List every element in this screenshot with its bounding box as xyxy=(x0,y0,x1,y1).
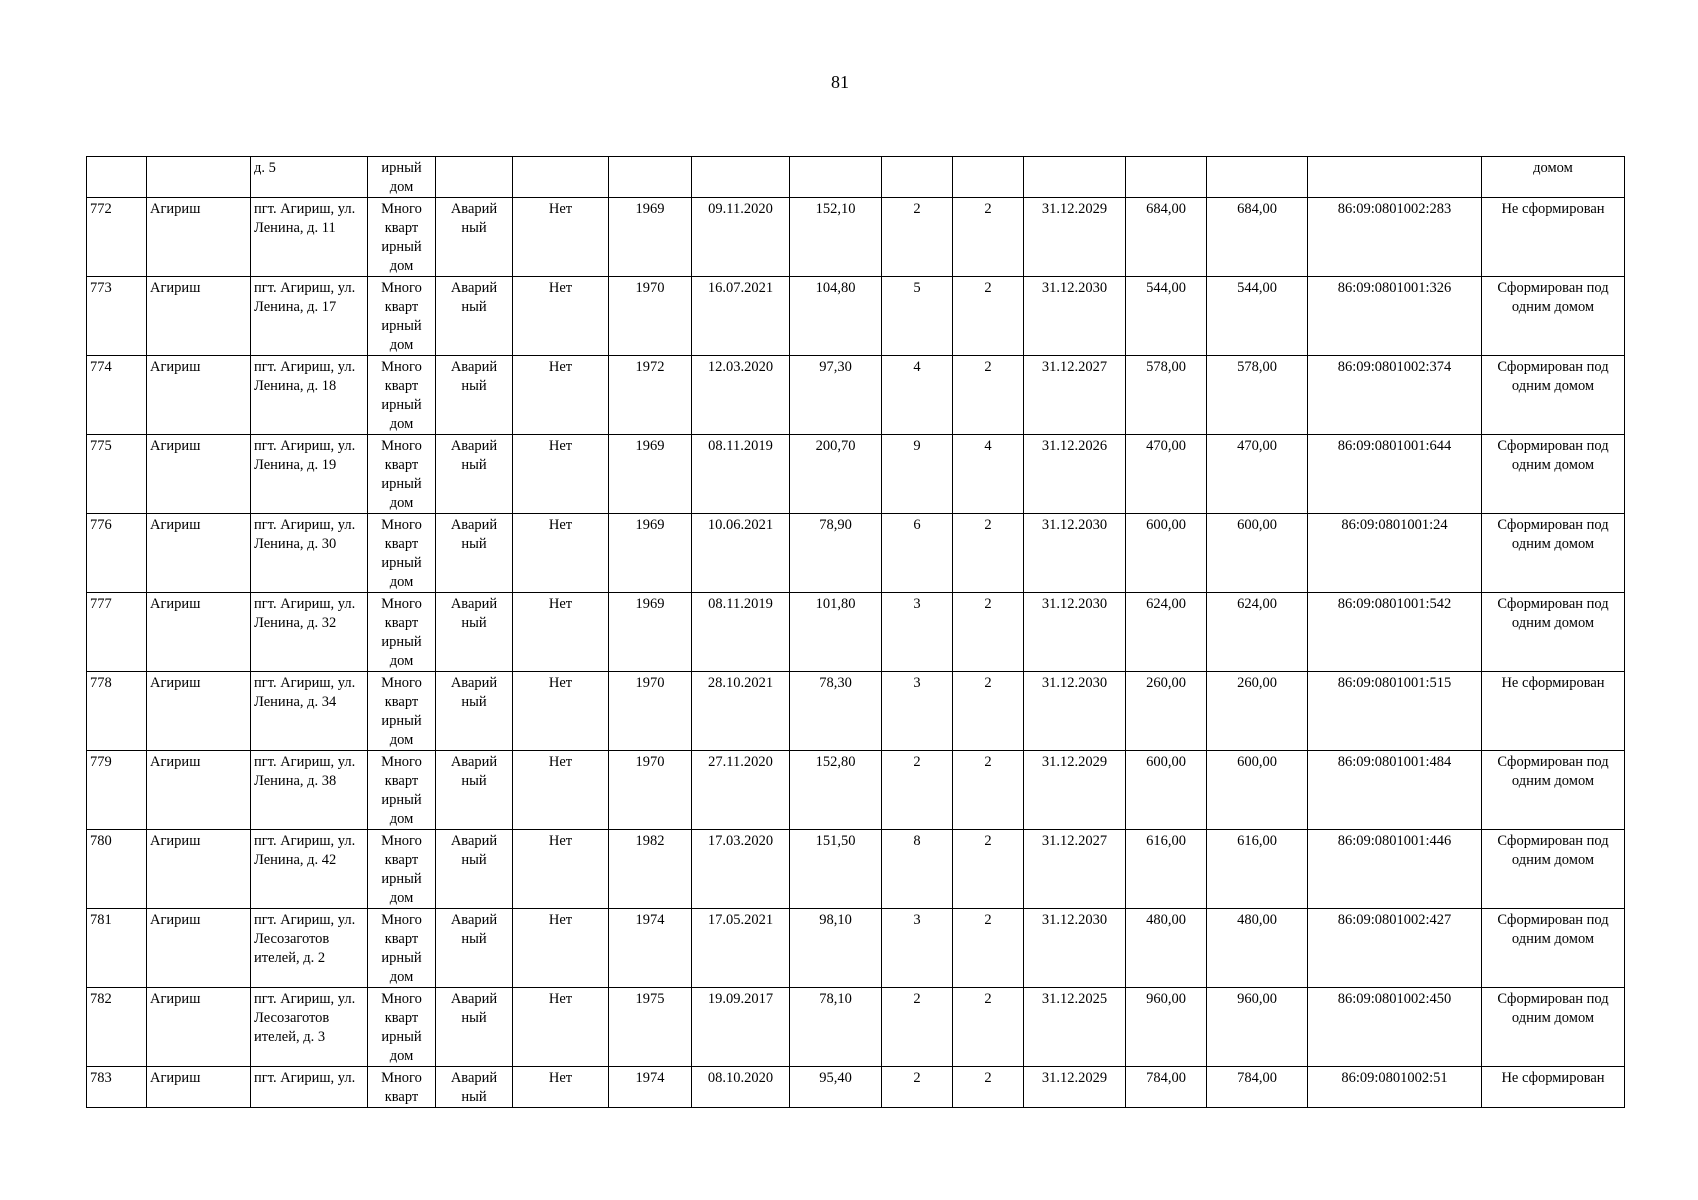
cell-address: пгт. Агириш, ул. xyxy=(251,1067,368,1108)
cell-building-type: Много кварт ирный дом xyxy=(368,830,436,909)
cell-building-type: Много кварт ирный дом xyxy=(368,909,436,988)
cell-count-1: 9 xyxy=(882,435,953,514)
cell-condition: Аварий ный xyxy=(436,909,513,988)
cell-number: 779 xyxy=(87,751,147,830)
cell-building-type: ирный дом xyxy=(368,157,436,198)
cell-cadastral: 86:09:0801002:283 xyxy=(1308,198,1482,277)
cell-condition: Аварий ный xyxy=(436,751,513,830)
cell-value-2: 480,00 xyxy=(1207,909,1308,988)
cell-date: 12.03.2020 xyxy=(692,356,790,435)
cell-area: 101,80 xyxy=(790,593,882,672)
cell-count-2 xyxy=(953,157,1024,198)
cell-land-status: Не сформирован xyxy=(1482,672,1625,751)
cell-count-1: 2 xyxy=(882,751,953,830)
cell-value-2: 624,00 xyxy=(1207,593,1308,672)
table-row xyxy=(87,356,1625,435)
cell-value-1: 684,00 xyxy=(1126,198,1207,277)
cell-deadline: 31.12.2029 xyxy=(1024,1067,1126,1108)
cell-land-status: Не сформирован xyxy=(1482,198,1625,277)
cell-value-1: 624,00 xyxy=(1126,593,1207,672)
cell-deadline: 31.12.2030 xyxy=(1024,909,1126,988)
cell-building-type: Много кварт ирный дом xyxy=(368,356,436,435)
cell-count-1: 2 xyxy=(882,198,953,277)
cell-condition: Аварий ный xyxy=(436,830,513,909)
cell-date: 16.07.2021 xyxy=(692,277,790,356)
cell-value-2: 260,00 xyxy=(1207,672,1308,751)
cell-address: пгт. Агириш, ул. Лесозаготов ителей, д. 3 xyxy=(251,988,368,1067)
cell-deadline: 31.12.2030 xyxy=(1024,277,1126,356)
cell-address: пгт. Агириш, ул. Ленина, д. 19 xyxy=(251,435,368,514)
cell-date: 28.10.2021 xyxy=(692,672,790,751)
cell-building-type: Много кварт ирный дом xyxy=(368,435,436,514)
cell-count-1: 4 xyxy=(882,356,953,435)
cell-year: 1974 xyxy=(609,1067,692,1108)
cell-deadline xyxy=(1024,157,1126,198)
cell-flag: Нет xyxy=(513,751,609,830)
cell-area: 97,30 xyxy=(790,356,882,435)
cell-count-2: 2 xyxy=(953,593,1024,672)
cell-land-status: домом xyxy=(1482,157,1625,198)
cell-settlement: Агириш xyxy=(147,830,251,909)
cell-deadline: 31.12.2026 xyxy=(1024,435,1126,514)
cell-value-2: 578,00 xyxy=(1207,356,1308,435)
cell-cadastral: 86:09:0801002:51 xyxy=(1308,1067,1482,1108)
cell-settlement: Агириш xyxy=(147,909,251,988)
table-row xyxy=(87,277,1625,356)
cell-count-2: 4 xyxy=(953,435,1024,514)
cell-value-1 xyxy=(1126,157,1207,198)
cell-deadline: 31.12.2025 xyxy=(1024,988,1126,1067)
cell-number: 774 xyxy=(87,356,147,435)
cell-cadastral: 86:09:0801002:427 xyxy=(1308,909,1482,988)
cell-count-2: 2 xyxy=(953,1067,1024,1108)
cell-count-1: 8 xyxy=(882,830,953,909)
cell-flag: Нет xyxy=(513,909,609,988)
cell-value-2: 684,00 xyxy=(1207,198,1308,277)
cell-number: 776 xyxy=(87,514,147,593)
cell-address: пгт. Агириш, ул. Ленина, д. 30 xyxy=(251,514,368,593)
cell-flag xyxy=(513,157,609,198)
cell-count-2: 2 xyxy=(953,198,1024,277)
cell-date xyxy=(692,157,790,198)
cell-flag: Нет xyxy=(513,514,609,593)
cell-address: пгт. Агириш, ул. Ленина, д. 17 xyxy=(251,277,368,356)
cell-year: 1970 xyxy=(609,277,692,356)
cell-settlement: Агириш xyxy=(147,198,251,277)
cell-count-2: 2 xyxy=(953,909,1024,988)
cell-address: д. 5 xyxy=(251,157,368,198)
cell-deadline: 31.12.2027 xyxy=(1024,830,1126,909)
cell-area: 152,80 xyxy=(790,751,882,830)
table-row xyxy=(87,514,1625,593)
cell-value-1: 784,00 xyxy=(1126,1067,1207,1108)
cell-condition xyxy=(436,157,513,198)
cell-address: пгт. Агириш, ул. Лесозаготов ителей, д. 2 xyxy=(251,909,368,988)
cell-cadastral: 86:09:0801001:484 xyxy=(1308,751,1482,830)
housing-registry-table xyxy=(86,156,1625,1108)
cell-settlement: Агириш xyxy=(147,277,251,356)
cell-address: пгт. Агириш, ул. Ленина, д. 11 xyxy=(251,198,368,277)
cell-land-status: Сформирован под одним домом xyxy=(1482,830,1625,909)
cell-building-type: Много кварт ирный дом xyxy=(368,593,436,672)
cell-condition: Аварий ный xyxy=(436,514,513,593)
cell-condition: Аварий ный xyxy=(436,277,513,356)
cell-deadline: 31.12.2027 xyxy=(1024,356,1126,435)
cell-count-2: 2 xyxy=(953,356,1024,435)
cell-deadline: 31.12.2030 xyxy=(1024,593,1126,672)
cell-date: 08.10.2020 xyxy=(692,1067,790,1108)
cell-count-2: 2 xyxy=(953,277,1024,356)
cell-number xyxy=(87,157,147,198)
cell-flag: Нет xyxy=(513,198,609,277)
cell-number: 775 xyxy=(87,435,147,514)
cell-flag: Нет xyxy=(513,356,609,435)
cell-value-1: 544,00 xyxy=(1126,277,1207,356)
cell-number: 778 xyxy=(87,672,147,751)
cell-value-1: 260,00 xyxy=(1126,672,1207,751)
cell-flag: Нет xyxy=(513,830,609,909)
cell-date: 17.05.2021 xyxy=(692,909,790,988)
cell-year: 1969 xyxy=(609,514,692,593)
cell-value-2: 600,00 xyxy=(1207,514,1308,593)
cell-cadastral: 86:09:0801001:446 xyxy=(1308,830,1482,909)
cell-deadline: 31.12.2029 xyxy=(1024,198,1126,277)
cell-settlement: Агириш xyxy=(147,435,251,514)
cell-land-status: Сформирован под одним домом xyxy=(1482,909,1625,988)
cell-condition: Аварий ный xyxy=(436,988,513,1067)
cell-count-1: 5 xyxy=(882,277,953,356)
cell-condition: Аварий ный xyxy=(436,593,513,672)
cell-value-2: 784,00 xyxy=(1207,1067,1308,1108)
cell-building-type: Много кварт ирный дом xyxy=(368,198,436,277)
cell-value-1: 578,00 xyxy=(1126,356,1207,435)
cell-value-2: 616,00 xyxy=(1207,830,1308,909)
cell-condition: Аварий ный xyxy=(436,672,513,751)
cell-flag: Нет xyxy=(513,435,609,514)
cell-count-2: 2 xyxy=(953,514,1024,593)
cell-count-2: 2 xyxy=(953,751,1024,830)
cell-cadastral: 86:09:0801001:515 xyxy=(1308,672,1482,751)
cell-count-1: 6 xyxy=(882,514,953,593)
cell-value-1: 470,00 xyxy=(1126,435,1207,514)
cell-land-status: Сформирован под одним домом xyxy=(1482,277,1625,356)
cell-value-1: 480,00 xyxy=(1126,909,1207,988)
cell-year: 1970 xyxy=(609,751,692,830)
cell-cadastral: 86:09:0801001:24 xyxy=(1308,514,1482,593)
cell-number: 782 xyxy=(87,988,147,1067)
cell-count-1 xyxy=(882,157,953,198)
cell-land-status: Сформирован под одним домом xyxy=(1482,988,1625,1067)
cell-number: 773 xyxy=(87,277,147,356)
cell-value-2: 960,00 xyxy=(1207,988,1308,1067)
cell-address: пгт. Агириш, ул. Ленина, д. 38 xyxy=(251,751,368,830)
cell-year: 1969 xyxy=(609,593,692,672)
cell-year xyxy=(609,157,692,198)
cell-cadastral: 86:09:0801001:542 xyxy=(1308,593,1482,672)
cell-year: 1970 xyxy=(609,672,692,751)
cell-count-2: 2 xyxy=(953,672,1024,751)
cell-address: пгт. Агириш, ул. Ленина, д. 42 xyxy=(251,830,368,909)
cell-building-type: Много кварт ирный дом xyxy=(368,988,436,1067)
cell-count-2: 2 xyxy=(953,988,1024,1067)
cell-date: 27.11.2020 xyxy=(692,751,790,830)
cell-flag: Нет xyxy=(513,988,609,1067)
cell-land-status: Сформирован под одним домом xyxy=(1482,593,1625,672)
table-row xyxy=(87,751,1625,830)
cell-settlement: Агириш xyxy=(147,593,251,672)
cell-address: пгт. Агириш, ул. Ленина, д. 18 xyxy=(251,356,368,435)
cell-number: 777 xyxy=(87,593,147,672)
cell-settlement: Агириш xyxy=(147,1067,251,1108)
cell-land-status: Сформирован под одним домом xyxy=(1482,751,1625,830)
cell-cadastral: 86:09:0801002:374 xyxy=(1308,356,1482,435)
cell-flag: Нет xyxy=(513,1067,609,1108)
cell-value-1: 600,00 xyxy=(1126,751,1207,830)
cell-area: 98,10 xyxy=(790,909,882,988)
cell-year: 1982 xyxy=(609,830,692,909)
cell-cadastral: 86:09:0801001:644 xyxy=(1308,435,1482,514)
cell-condition: Аварий ный xyxy=(436,435,513,514)
cell-building-type: Много кварт ирный дом xyxy=(368,514,436,593)
table-row xyxy=(87,830,1625,909)
cell-count-1: 3 xyxy=(882,672,953,751)
cell-date: 19.09.2017 xyxy=(692,988,790,1067)
cell-count-1: 3 xyxy=(882,593,953,672)
table-row xyxy=(87,1067,1625,1108)
cell-address: пгт. Агириш, ул. Ленина, д. 32 xyxy=(251,593,368,672)
cell-flag: Нет xyxy=(513,593,609,672)
cell-settlement: Агириш xyxy=(147,751,251,830)
cell-date: 08.11.2019 xyxy=(692,435,790,514)
cell-address: пгт. Агириш, ул. Ленина, д. 34 xyxy=(251,672,368,751)
table-row xyxy=(87,435,1625,514)
cell-count-1: 2 xyxy=(882,1067,953,1108)
cell-area: 95,40 xyxy=(790,1067,882,1108)
cell-area: 78,30 xyxy=(790,672,882,751)
cell-year: 1969 xyxy=(609,435,692,514)
cell-deadline: 31.12.2030 xyxy=(1024,672,1126,751)
table-body xyxy=(87,157,1625,1108)
cell-area: 104,80 xyxy=(790,277,882,356)
cell-area: 151,50 xyxy=(790,830,882,909)
table-row xyxy=(87,593,1625,672)
cell-number: 781 xyxy=(87,909,147,988)
cell-building-type: Много кварт ирный дом xyxy=(368,672,436,751)
cell-number: 772 xyxy=(87,198,147,277)
cell-flag: Нет xyxy=(513,672,609,751)
cell-value-2: 600,00 xyxy=(1207,751,1308,830)
table-row xyxy=(87,988,1625,1067)
cell-date: 09.11.2020 xyxy=(692,198,790,277)
cell-year: 1974 xyxy=(609,909,692,988)
table-row xyxy=(87,672,1625,751)
cell-settlement xyxy=(147,157,251,198)
cell-land-status: Сформирован под одним домом xyxy=(1482,514,1625,593)
cell-year: 1972 xyxy=(609,356,692,435)
cell-cadastral: 86:09:0801001:326 xyxy=(1308,277,1482,356)
cell-count-1: 2 xyxy=(882,988,953,1067)
cell-year: 1975 xyxy=(609,988,692,1067)
cell-land-status: Сформирован под одним домом xyxy=(1482,356,1625,435)
cell-date: 08.11.2019 xyxy=(692,593,790,672)
table-row xyxy=(87,909,1625,988)
cell-flag: Нет xyxy=(513,277,609,356)
cell-value-1: 960,00 xyxy=(1126,988,1207,1067)
cell-date: 17.03.2020 xyxy=(692,830,790,909)
cell-condition: Аварий ный xyxy=(436,198,513,277)
cell-count-1: 3 xyxy=(882,909,953,988)
cell-settlement: Агириш xyxy=(147,988,251,1067)
cell-area: 78,90 xyxy=(790,514,882,593)
cell-condition: Аварий ный xyxy=(436,356,513,435)
cell-building-type: Много кварт ирный дом xyxy=(368,751,436,830)
table-row xyxy=(87,198,1625,277)
cell-cadastral: 86:09:0801002:450 xyxy=(1308,988,1482,1067)
table-row-continuation xyxy=(87,157,1625,198)
cell-value-2 xyxy=(1207,157,1308,198)
page-number: 81 xyxy=(831,72,849,92)
cell-land-status: Не сформирован xyxy=(1482,1067,1625,1108)
cell-number: 783 xyxy=(87,1067,147,1108)
cell-building-type: Много кварт xyxy=(368,1067,436,1108)
cell-building-type: Много кварт ирный дом xyxy=(368,277,436,356)
cell-settlement: Агириш xyxy=(147,356,251,435)
cell-land-status: Сформирован под одним домом xyxy=(1482,435,1625,514)
cell-value-1: 600,00 xyxy=(1126,514,1207,593)
cell-condition: Аварий ный xyxy=(436,1067,513,1108)
cell-area: 200,70 xyxy=(790,435,882,514)
cell-settlement: Агириш xyxy=(147,672,251,751)
cell-date: 10.06.2021 xyxy=(692,514,790,593)
cell-deadline: 31.12.2029 xyxy=(1024,751,1126,830)
cell-value-1: 616,00 xyxy=(1126,830,1207,909)
cell-value-2: 544,00 xyxy=(1207,277,1308,356)
cell-area: 152,10 xyxy=(790,198,882,277)
cell-settlement: Агириш xyxy=(147,514,251,593)
cell-area: 78,10 xyxy=(790,988,882,1067)
cell-number: 780 xyxy=(87,830,147,909)
cell-count-2: 2 xyxy=(953,830,1024,909)
cell-value-2: 470,00 xyxy=(1207,435,1308,514)
cell-area xyxy=(790,157,882,198)
cell-cadastral xyxy=(1308,157,1482,198)
cell-deadline: 31.12.2030 xyxy=(1024,514,1126,593)
cell-year: 1969 xyxy=(609,198,692,277)
